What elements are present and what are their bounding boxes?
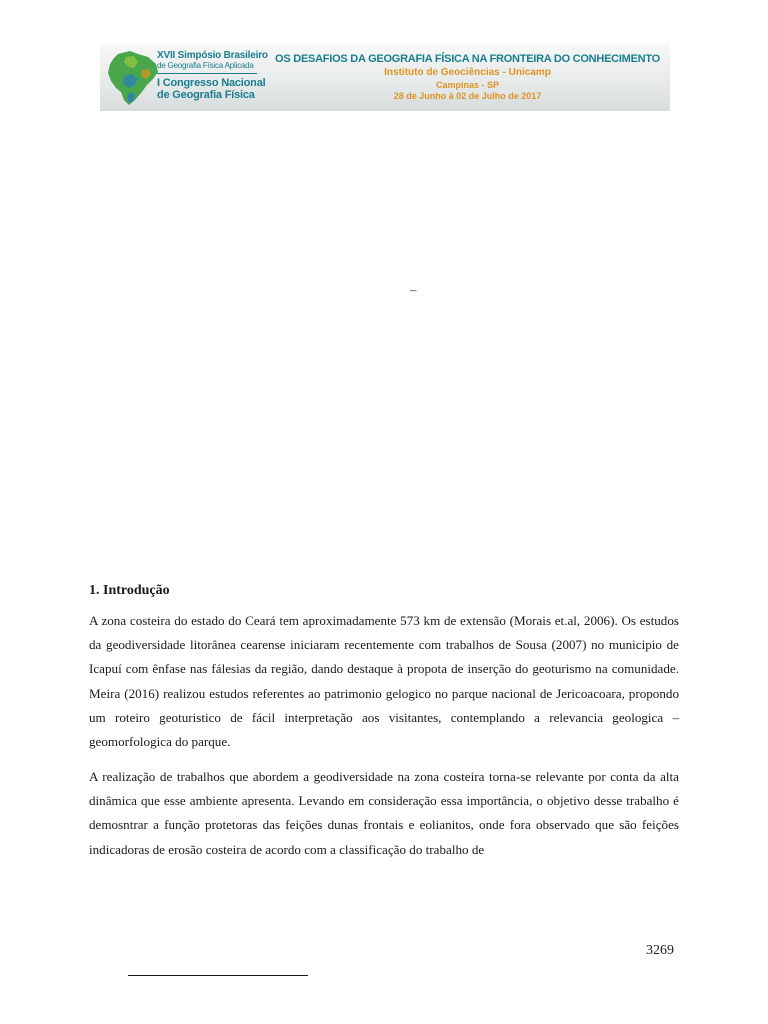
conference-title: OS DESAFIOS DA GEOGRAFIA FÍSICA NA FRONTEIRA DO CONHECIMENTO <box>275 53 660 65</box>
congress-subtitle: de Geografia Física <box>157 89 255 101</box>
page-number: 3269 <box>646 943 674 958</box>
footnote-separator <box>128 975 308 976</box>
paragraph: A realização de trabalhos que abordem a geodiversidade na zona costeira torna-se relevante por conta da alta dinâmica que esse ambiente apresenta. Levando em consideração essa importância, o objetivo desse trabalho é demosntrar a função protetoras das feições dunas frontais e eolianitos, onde fora observado que são feições indicadoras de erosão costeira de acordo com a classificação do trabalho de <box>89 769 679 857</box>
symposium-name: XVII Simpósio Brasileiro <box>157 50 268 61</box>
conference-banner <box>100 44 670 111</box>
symposium-subtitle: de Geografia Física Aplicada <box>157 61 254 70</box>
conference-institute: Instituto de Geociências - Unicamp <box>384 67 551 78</box>
banner-conference-info <box>270 53 665 102</box>
paragraph: A zona costeira do estado do Ceará tem aproximadamente 573 km de extensão (Morais et.al, 2006). Os estudos da geodiversidade litorânea cearense iniciaram recentemente com trabalhos de Sousa (2007) no municipio de Icapuí com ênfase nas fálesias da região, dando destaque à propota de inserção do geoturismo na comunidade. Meira (2016) realizou estudos referentes ao patrimonio gelogico no parque nacional de Jericoacoara, propondo um roteiro geoturistico de fácil interpretação aos visitantes, contemplando a relevancia geologica – geomorfologica do parque. <box>89 613 679 750</box>
brazil-map-icon <box>104 48 160 108</box>
dash-mark: – <box>410 282 417 297</box>
conference-dates: 28 de Junho à 02 de Julho de 2017 <box>393 91 542 101</box>
section-heading: 1. Introdução <box>89 583 170 598</box>
conference-city: Campinas - SP <box>435 80 500 90</box>
congress-name: I Congresso Nacional <box>157 77 266 89</box>
banner-divider <box>157 73 257 74</box>
